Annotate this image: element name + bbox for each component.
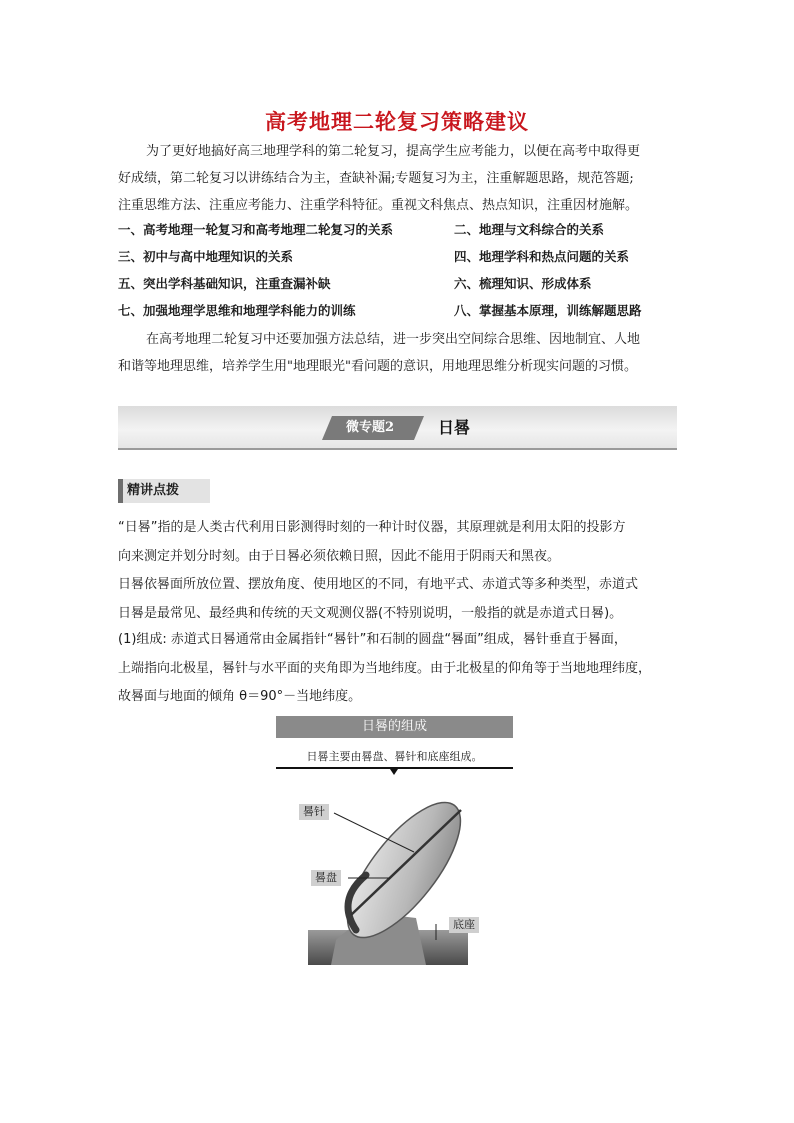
- topic-item: 四、地理学科和热点问题的关系: [454, 249, 630, 264]
- banner-underline: [118, 448, 677, 450]
- body-line: 日晷是最常见、最经典和传统的天文观测仪器(不特别说明，一般指的就是赤道式日晷)。: [118, 605, 623, 621]
- section-heading: 精讲点拨: [127, 483, 180, 498]
- body-paragraph-3: [118, 626, 680, 712]
- intro-paragraph-cont: [118, 165, 678, 219]
- topic-tag: 微专题2: [345, 420, 395, 435]
- closing-paragraph-cont: [118, 353, 678, 380]
- intro-line: 注重思维方法、注重应考能力、注重学科特征。重视文科焦点、热点知识，注重因材施解。: [118, 198, 639, 213]
- topic-item: 七、加强地理学思维和地理学科能力的训练: [118, 303, 356, 318]
- topic-item: 八、掌握基本原理，训练解题思路: [454, 303, 642, 318]
- topic-item: 六、梳理知识、形成体系: [454, 276, 592, 291]
- base-label: 底座: [449, 917, 479, 933]
- topic-item: 五、突出学科基础知识，注重查漏补缺: [118, 276, 331, 291]
- body-line: 上端指向北极星，晷针与水平面的夹角即为当地纬度。由于北极星的仰角等于当地地理纬度，: [118, 660, 652, 676]
- topic-item: 二、地理与文科综合的关系: [454, 222, 605, 237]
- topic-title: 日晷: [438, 418, 471, 437]
- document-title: 高考地理二轮复习策略建议: [265, 110, 529, 134]
- intro-line: 为了更好地搞好高三地理学科的第二轮复习，提高学生应考能力，以便在高考中取得更: [146, 144, 641, 159]
- figure-arrow-icon: [390, 769, 398, 775]
- body-line: 向来测定并划分时刻。由于日晷必须依赖日照，因此不能用于阴雨天和黑夜。: [118, 548, 561, 564]
- body-paragraph-1: [118, 514, 680, 571]
- body-line: 日晷依晷面所放位置、摆放角度、使用地区的不同，有地平式、赤道式等多种类型，赤道式: [118, 577, 639, 592]
- figure-subtitle: 日晷主要由晷盘、晷针和底座组成。: [306, 750, 483, 763]
- closing-line: 在高考地理二轮复习中还要加强方法总结，进一步突出空间综合思维、因地制宜、人地: [146, 332, 641, 347]
- topic-item: 三、初中与高中地理知识的关系: [118, 249, 294, 264]
- dial-label: 晷盘: [311, 870, 341, 886]
- intro-line: 好成绩，第二轮复习以讲练结合为主，查缺补漏;专题复习为主，注重解题思路，规范答题;: [118, 171, 634, 186]
- closing-line: 和谐等地理思维，培养学生用"地理眼光"看问题的意识，用地理思维分析现实问题的习惯。: [118, 359, 637, 374]
- figure-caption: 日晷的组成: [276, 716, 513, 738]
- body-line: (1)组成: 赤道式日晷通常由金属指针“晷针”和石制的圆盘“晷面”组成，晷针垂直于晷面，: [118, 632, 627, 647]
- topic-item: 一、高考地理一轮复习和高考地理二轮复习的关系: [118, 222, 394, 237]
- body-line: 故晷面与地面的倾角 θ＝90°－当地纬度。: [118, 689, 362, 704]
- body-line: “日晷”指的是人类古代利用日影测得时刻的一种计时仪器，其原理就是利用太阳的投影方: [118, 520, 626, 535]
- intro-paragraph: [118, 138, 678, 165]
- closing-paragraph: [118, 326, 678, 353]
- needle-label: 晷针: [299, 804, 329, 820]
- body-paragraph-2: [118, 571, 680, 628]
